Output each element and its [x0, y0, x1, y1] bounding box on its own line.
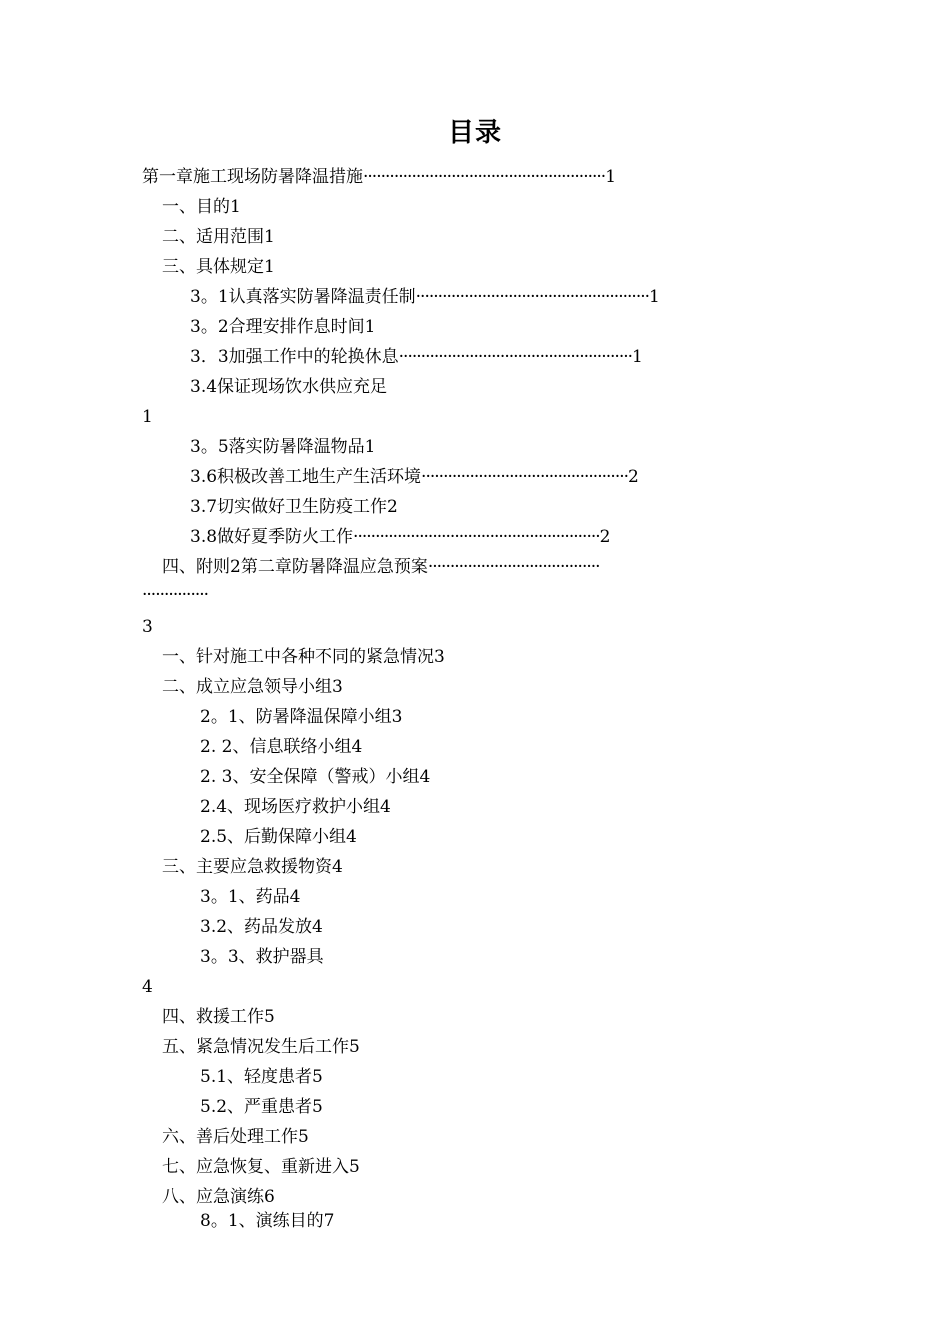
toc-entry-3-3-rescue-equipment[interactable]: 3。3、救护器具: [200, 947, 324, 967]
toc-entry-leadership-group[interactable]: 二、成立应急领导小组3: [162, 677, 343, 697]
toc-entry-3-2[interactable]: 3。2合理安排作息时间1: [190, 317, 376, 337]
toc-dot-leader-continued: ···············: [142, 585, 209, 605]
toc-page-number: 1: [649, 287, 660, 307]
toc-entry-2-2[interactable]: 2. 2、信息联络小组4: [200, 737, 363, 757]
toc-page-number: 1: [605, 167, 617, 187]
toc-dot-leader: ·······································: [427, 557, 600, 577]
toc-dot-leader: ························································: [353, 527, 600, 547]
toc-entry-3-8[interactable]: [190, 526, 611, 548]
toc-entry-5-1[interactable]: 5.1、轻度患者5: [200, 1067, 323, 1087]
toc-entry-3-4[interactable]: 3.4保证现场饮水供应充足: [190, 377, 388, 397]
toc-entry-3-3[interactable]: [190, 346, 643, 368]
toc-dot-leader: ·······················································: [363, 167, 606, 187]
toc-entry-text: 四、附则2第二章防暑降温应急预案: [162, 557, 428, 577]
toc-entry-rescue-supplies[interactable]: 三、主要应急救援物资4: [162, 857, 343, 877]
toc-entry-5-2[interactable]: 5.2、严重患者5: [200, 1097, 323, 1117]
toc-entry-3-5[interactable]: 3。5落实防暑降温物品1: [190, 437, 376, 457]
toc-entry-specific-rules[interactable]: 三、具体规定1: [162, 257, 275, 277]
toc-entry-3-1[interactable]: [190, 286, 660, 308]
toc-entry-purpose[interactable]: 一、目的1: [162, 197, 241, 217]
toc-entry-3-7[interactable]: 3.7切实做好卫生防疫工作2: [190, 497, 398, 517]
toc-dot-leader: ·····················································: [398, 347, 633, 367]
toc-entry-text: 3.8做好夏季防火工作: [190, 527, 354, 547]
toc-entry-3-6[interactable]: [190, 466, 639, 488]
toc-dot-leader: ···············································: [421, 467, 629, 487]
toc-entry-2-4[interactable]: 2.4、现场医疗救护小组4: [200, 797, 391, 817]
toc-entry-8-1[interactable]: 8。1、演练目的7: [200, 1211, 335, 1231]
toc-entry-aftermath[interactable]: 六、善后处理工作5: [162, 1127, 309, 1147]
toc-page-number: 2: [599, 527, 611, 547]
toc-entry-emergency-situations[interactable]: 一、针对施工中各种不同的紧急情况3: [162, 647, 445, 667]
toc-page-number-3-3: 4: [142, 977, 153, 997]
toc-entry-2-3[interactable]: 2. 3、安全保障（警戒）小组4: [200, 767, 431, 787]
toc-page-number: 1: [632, 347, 643, 367]
toc-page-number: 2: [628, 467, 639, 487]
toc-entry-chapter-1[interactable]: [142, 166, 616, 188]
toc-page-number-3-4: 1: [142, 407, 153, 427]
toc-entry-text: 3.6积极改善工地生产生活环境: [190, 467, 422, 487]
toc-entry-text: 第一章施工现场防暑降温措施: [142, 167, 363, 187]
toc-entry-drills[interactable]: 八、应急演练6: [162, 1187, 275, 1207]
toc-entry-2-1[interactable]: 2。1、防暑降温保障小组3: [200, 707, 403, 727]
toc-entry-scope[interactable]: 二、适用范围1: [162, 227, 275, 247]
toc-entry-appendix-chapter-2[interactable]: [162, 556, 600, 578]
toc-entry-text: 3。1认真落实防暑降温责任制: [190, 287, 416, 307]
toc-entry-post-emergency-work[interactable]: 五、紧急情况发生后工作5: [162, 1037, 360, 1057]
toc-entry-recovery-reentry[interactable]: 七、应急恢复、重新进入5: [162, 1157, 360, 1177]
toc-entry-3-2-medicine-distribution[interactable]: 3.2、药品发放4: [200, 917, 323, 937]
toc-entry-rescue-work[interactable]: 四、救援工作5: [162, 1007, 275, 1027]
toc-entry-3-1-medicine[interactable]: 3。1、药品4: [200, 887, 301, 907]
toc-dot-leader: ·····················································: [415, 287, 650, 307]
toc-entry-2-5[interactable]: 2.5、后勤保障小组4: [200, 827, 357, 847]
toc-page-number-chapter-2: 3: [142, 617, 153, 637]
page-title: 目录: [447, 118, 502, 148]
toc-entry-text: 3．3加强工作中的轮换休息: [190, 347, 399, 367]
